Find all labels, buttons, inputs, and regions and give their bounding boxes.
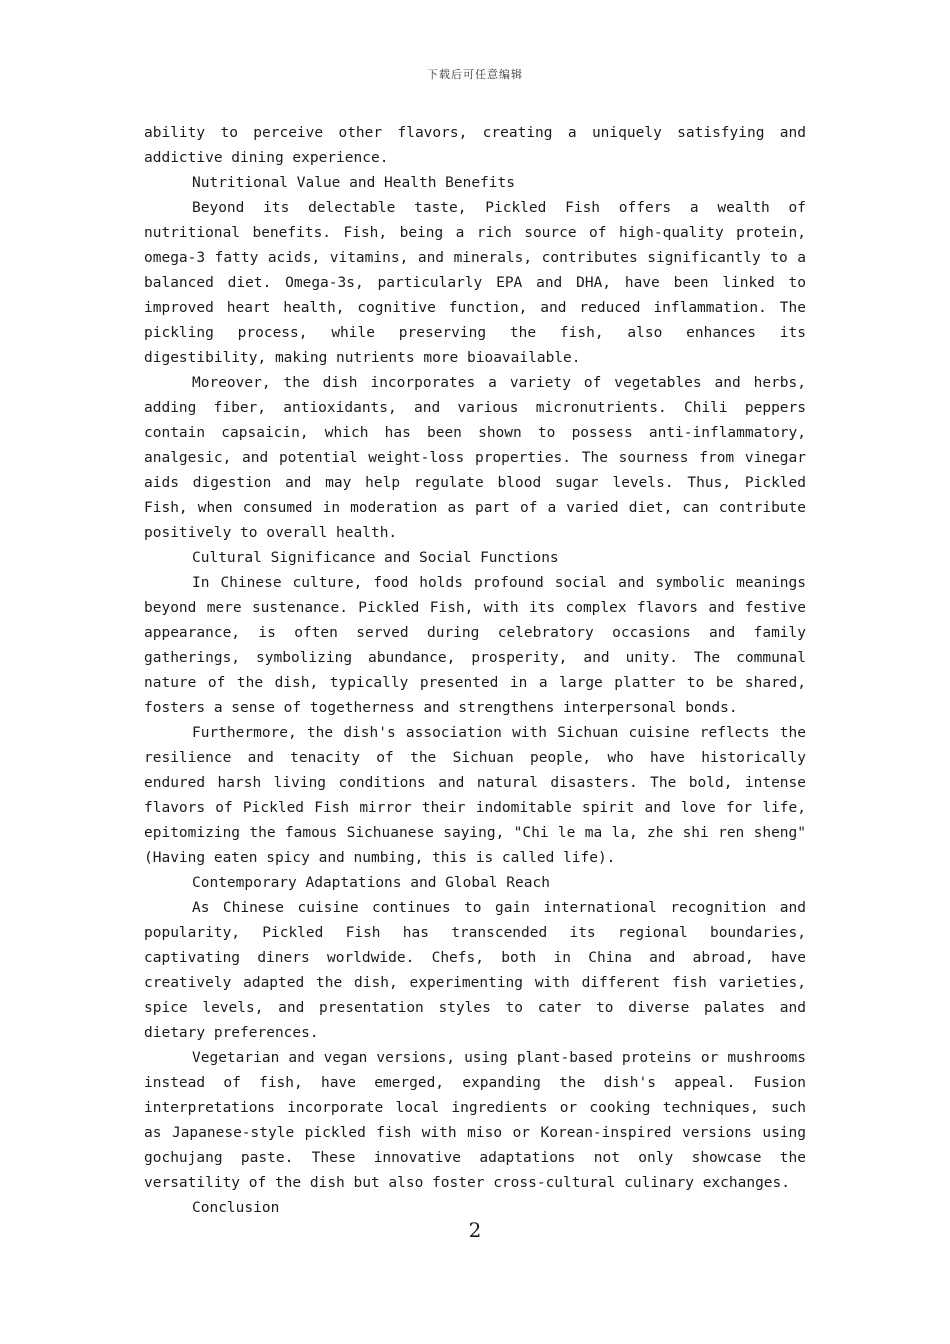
text-line: Furthermore, the dish's association with Sichuan cuisine reflects the: [192, 725, 806, 741]
text-line: digestibility, making nutrients more bioavailable.: [144, 350, 581, 366]
text-line: nutritional benefits. Fish, being a rich source of high-quality protein,: [144, 225, 806, 241]
text-line: Nutritional Value and Health Benefits: [192, 175, 516, 191]
text-line: interpretations incorporate local ingredients or cooking techniques, such: [144, 1100, 806, 1116]
text-line: creatively adapted the dish, experimenting with different fish varieties,: [144, 975, 806, 991]
text-line: improved heart health, cognitive function, and reduced inflammation. The: [144, 300, 806, 316]
text-line: appearance, is often served during celebratory occasions and family: [144, 625, 806, 641]
text-line: Fish, when consumed in moderation as part of a varied diet, can contribute: [144, 500, 806, 516]
text-line: analgesic, and potential weight-loss properties. The sourness from vinegar: [144, 450, 806, 466]
text-line: instead of fish, have emerged, expanding the dish's appeal. Fusion: [144, 1075, 806, 1091]
page-header: 下载后可任意编辑: [427, 68, 523, 81]
text-line: Cultural Significance and Social Functions: [192, 550, 559, 566]
text-line: contain capsaicin, which has been shown to possess anti-inflammatory,: [144, 425, 806, 441]
text-line: beyond mere sustenance. Pickled Fish, with its complex flavors and festive: [144, 600, 806, 616]
text-line: popularity, Pickled Fish has transcended its regional boundaries,: [144, 925, 806, 941]
text-line: endured harsh living conditions and natural disasters. The bold, intense: [144, 775, 806, 791]
text-line: spice levels, and presentation styles to cater to diverse palates and: [144, 1000, 806, 1016]
text-line: In Chinese culture, food holds profound social and symbolic meanings: [192, 575, 806, 591]
document-body: [144, 121, 806, 1221]
text-line: addictive dining experience.: [144, 150, 389, 166]
text-line: pickling process, while preserving the fish, also enhances its: [144, 325, 806, 341]
text-line: ability to perceive other flavors, creating a uniquely satisfying and: [144, 125, 806, 141]
page-number: 2: [468, 1218, 482, 1242]
text-line: Beyond its delectable taste, Pickled Fish offers a wealth of: [192, 200, 806, 216]
text-line: as Japanese-style pickled fish with miso or Korean-inspired versions using: [144, 1125, 806, 1141]
text-line: balanced diet. Omega-3s, particularly EPA and DHA, have been linked to: [144, 275, 806, 291]
text-line: dietary preferences.: [144, 1025, 319, 1041]
text-line: Moreover, the dish incorporates a variety of vegetables and herbs,: [192, 375, 806, 391]
text-line: fosters a sense of togetherness and strengthens interpersonal bonds.: [144, 700, 738, 716]
text-line: positively to overall health.: [144, 525, 398, 541]
text-line: Vegetarian and vegan versions, using plant-based proteins or mushrooms: [192, 1050, 806, 1066]
text-line: epitomizing the famous Sichuanese saying, "Chi le ma la, zhe shi ren sheng": [144, 825, 806, 841]
text-line: aids digestion and may help regulate blood sugar levels. Thus, Pickled: [144, 475, 806, 491]
text-line: gochujang paste. These innovative adaptations not only showcase the: [144, 1150, 806, 1166]
text-line: As Chinese cuisine continues to gain international recognition and: [192, 900, 806, 916]
text-line: Conclusion: [192, 1200, 280, 1216]
text-line: Contemporary Adaptations and Global Reach: [192, 875, 550, 891]
text-line: omega-3 fatty acids, vitamins, and minerals, contributes significantly to a: [144, 250, 806, 266]
text-line: versatility of the dish but also foster cross-cultural culinary exchanges.: [144, 1175, 791, 1191]
text-line: captivating diners worldwide. Chefs, both in China and abroad, have: [144, 950, 806, 966]
text-line: resilience and tenacity of the Sichuan people, who have historically: [144, 750, 806, 766]
text-line: (Having eaten spicy and numbing, this is called life).: [144, 850, 616, 866]
text-line: gatherings, symbolizing abundance, prosperity, and unity. The communal: [144, 650, 806, 666]
text-line: flavors of Pickled Fish mirror their indomitable spirit and love for life,: [144, 800, 806, 816]
text-line: nature of the dish, typically presented in a large platter to be shared,: [144, 675, 806, 691]
text-line: adding fiber, antioxidants, and various micronutrients. Chili peppers: [144, 400, 806, 416]
